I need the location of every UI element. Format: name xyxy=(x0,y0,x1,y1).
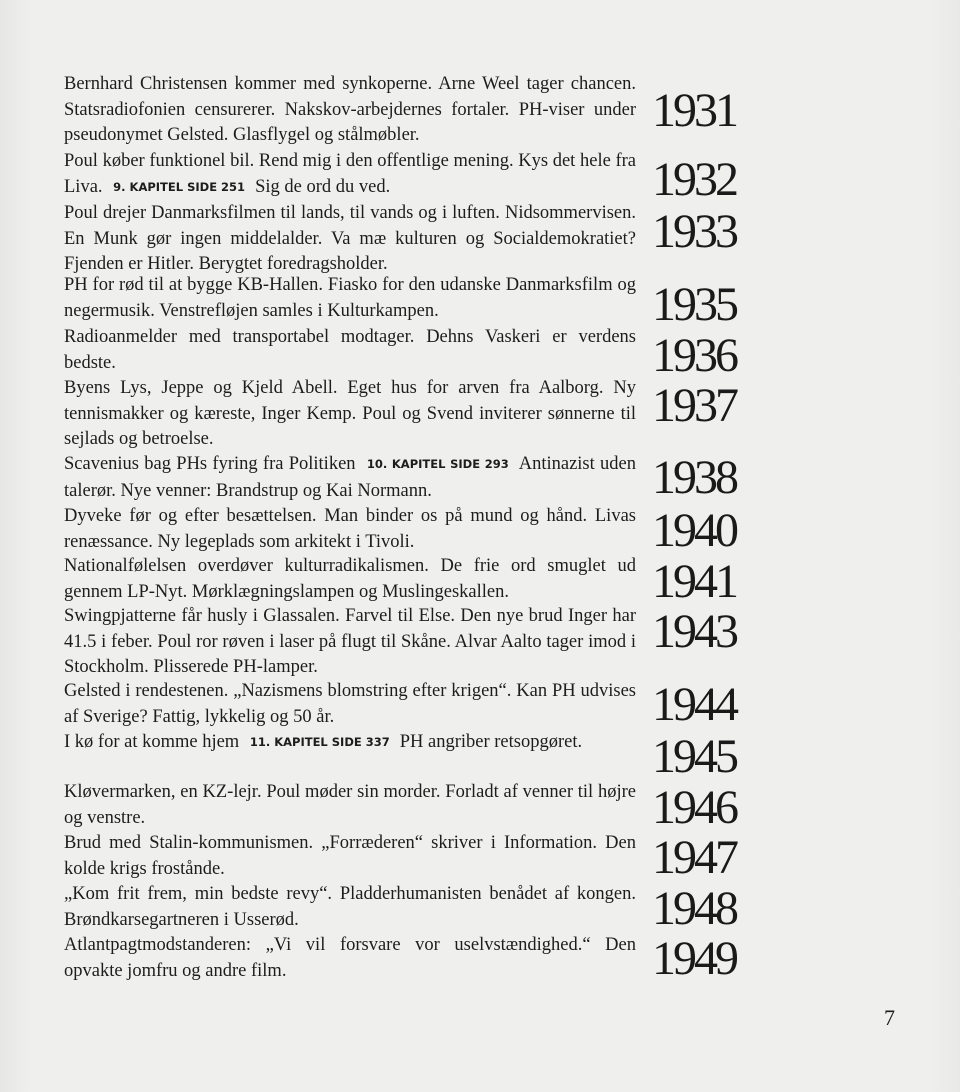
entry-text xyxy=(64,201,636,278)
entry-text-part: Sig de ord du ved. xyxy=(255,176,391,197)
page-number: 7 xyxy=(884,1005,895,1030)
entry-text-part: Poul køber funktionel bil. Rend mig i den offentlige mening. Kys det hele fra Liva. xyxy=(64,151,636,197)
entry-text-part: Atlantpagtmodstanderen: „Vi vil forsvare vor uselvstændighed.“ Den opvakte jomfru og andre film. xyxy=(64,935,636,981)
entry-year: 1932 xyxy=(652,153,736,206)
entry-text xyxy=(64,149,636,201)
entry-year: 1931 xyxy=(652,84,736,137)
entry-text-part: Poul drejer Danmarksfilmen til lands, til vands og i luften. Nidsommervisen. En Munk gør ingen middelalder. Va mæ kulturen og Socialdemokratiet? Fjenden er Hitler. Berygtet foredragsholder. xyxy=(64,203,636,274)
entry-year: 1936 xyxy=(652,329,736,382)
entry-text-part: Scavenius bag PHs fyring fra Politiken xyxy=(64,454,356,474)
entry-text xyxy=(64,730,636,757)
entry-text xyxy=(64,780,636,831)
entry-text xyxy=(64,882,636,933)
chapter-marker: 9. KAPITEL SIDE 251 xyxy=(113,179,246,194)
entry-text xyxy=(64,604,636,681)
entry-text-part: Brud med Stalin-kommunismen. „Forræderen“ skriver i Information. Den kolde krigs frostånde. xyxy=(64,833,636,879)
entry-text xyxy=(64,831,636,882)
chapter-marker: 11. KAPITEL SIDE 337 xyxy=(249,735,390,749)
entry-text-part: Bernhard Christensen kommer med synkoperne. Arne Weel tager chancen. Statsradiofonien censurerer. Nakskov-arbejdernes fortaler. PH-viser under pseudonymet Gelsted. Glasflygel og stålmøbler. xyxy=(64,74,636,145)
entry-year: 1941 xyxy=(652,555,736,608)
entry-year: 1947 xyxy=(652,831,736,884)
entry-text-part: Kløvermarken, en KZ-lejr. Poul møder sin morder. Forladt af venner til højre og venstre. xyxy=(64,782,636,828)
entry-text xyxy=(64,452,636,504)
entry-year: 1935 xyxy=(652,278,736,331)
entry-year: 1946 xyxy=(652,781,736,834)
entry-text-part: Nationalfølelsen overdøver kulturradikalismen. De frie ord smuglet ud gennem LP-Nyt. Mørklægningslampen og Muslingeskallen. xyxy=(64,556,636,602)
entry-year: 1948 xyxy=(652,882,736,935)
entry-text xyxy=(64,679,636,730)
entry-text xyxy=(64,376,636,453)
chapter-marker: 10. KAPITEL SIDE 293 xyxy=(366,457,509,471)
entry-text xyxy=(64,554,636,605)
entry-year: 1933 xyxy=(652,205,736,258)
entry-text-part: Antinazist uden talerør. Nye venner: Brandstrup og Kai Normann. xyxy=(64,454,637,501)
entry-year: 1944 xyxy=(652,678,736,731)
entry-text-part: Dyveke før og efter besættelsen. Man binder os på mund og hånd. Livas renæssance. Ny legeplads som arkitekt i Tivoli. xyxy=(64,506,636,552)
entry-text-part: Swingpjatterne får husly i Glassalen. Farvel til Else. Den nye brud Inger har 41.5 i feber. Poul ror røven i laser på flugt til Skåne. Alvar Aalto tager imod i Stockholm. Plisserede PH-lamper. xyxy=(64,606,636,677)
entry-text-part: PH for rød til at bygge KB-Hallen. Fiasko for den udanske Danmarksfilm og negermusik. Venstrefløjen samles i Kulturkampen. xyxy=(64,275,636,321)
entry-text-part: Gelsted i rendestenen. „Nazismens blomstring efter krigen“. Kan PH udvises af Sverige? Fattig, lykkelig og 50 år. xyxy=(64,681,636,727)
chronology-list xyxy=(64,0,754,1000)
entry-year: 1940 xyxy=(652,504,736,557)
entry-text-part: I kø for at komme hjem xyxy=(64,732,240,752)
entry-text xyxy=(64,933,636,984)
entry-text-part: „Kom frit frem, min bedste revy“. Pladderhumanisten benådet af kongen. Brøndkarsegartneren i Usserød. xyxy=(64,884,636,930)
entry-text xyxy=(64,325,636,376)
entry-text-part: PH angriber retsopgøret. xyxy=(399,732,583,752)
entry-year: 1943 xyxy=(652,605,736,658)
entry-year: 1949 xyxy=(652,932,736,985)
entry-text-part: Byens Lys, Jeppe og Kjeld Abell. Eget hus for arven fra Aalborg. Ny tennismakker og kæreste, Inger Kemp. Poul og Svend inviterer sønnerne til sejlads og betroelse. xyxy=(64,378,636,449)
entry-year: 1938 xyxy=(652,451,736,504)
entry-text-part: Radioanmelder med transportabel modtager. Dehns Vaskeri er verdens bedste. xyxy=(64,327,636,373)
entry-text xyxy=(64,273,636,324)
entry-year: 1937 xyxy=(652,379,736,432)
entry-text xyxy=(64,72,636,149)
entry-year: 1945 xyxy=(652,730,736,783)
entry-text xyxy=(64,504,636,555)
